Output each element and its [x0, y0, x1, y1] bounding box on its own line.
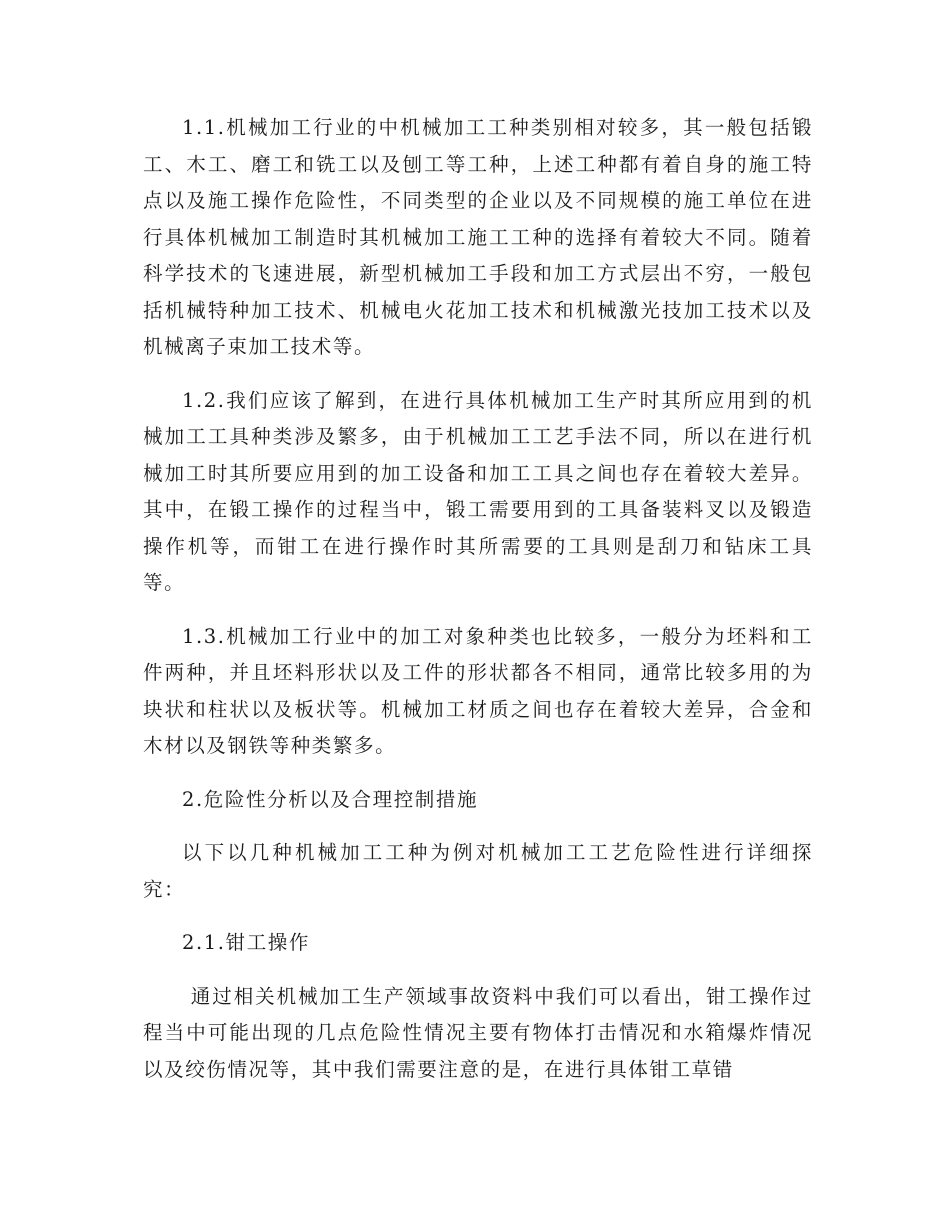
- section-heading-2-1: 2.1.钳工操作: [182, 931, 311, 954]
- paragraph-2-1: 通过相关机械加工生产领域事故资料中我们可以看出，钳工操作过程当中可能出现的几点危险性情况主要有物体打击情况和水箱爆炸情况以及绞伤情况等，其中我们需要注意的是，在进行具体钳工草错: [143, 984, 813, 1081]
- paragraph-1-1: 1.1.机械加工行业的中机械加工工种类别相对较多，其一般包括锻工、木工、磨工和铣工以及刨工等工种，上述工种都有着自身的施工特点以及施工操作危险性，不同类型的企业以及不同规模的施工单位在进行具体机械加工制造时其机械加工施工工种的选择有着较大不同。随着科学技术的飞速进展，新型机械加工手段和加工方式层出不穷，一般包括机械特种加工技术、机械电火花加工技术和机械激光技加工技术以及机械离子束加工技术等。: [143, 116, 813, 358]
- document-page: [143, 110, 813, 1105]
- section-heading-2: 2.危险性分析以及合理控制措施: [182, 787, 479, 811]
- paragraph-1-3: 1.3.机械加工行业中的加工对象种类也比较多，一般分为坯料和工件两种，并且坯料形状以及工件的形状都各不相同，通常比较多用的为块状和柱状以及板状等。机械加工材质之间也存在着较大差异，合金和木材以及钢铁等种类繁多。: [143, 624, 813, 757]
- paragraph-1-2: 1.2.我们应该了解到，在进行具体机械加工生产时其所应用到的机械加工工具种类涉及繁多，由于机械加工工艺手法不同，所以在进行机械加工时其所要应用到的加工设备和加工工具之间也存在着较大差异。其中，在锻工操作的过程当中，锻工需要用到的工具备装料叉以及锻造操作机等，而钳工在进行操作时其所需要的工具则是刮刀和钻床工具等。: [143, 388, 813, 594]
- paragraph-2-intro: 以下以几种机械加工工种为例对机械加工工艺危险性进行详细探究：: [143, 841, 813, 901]
